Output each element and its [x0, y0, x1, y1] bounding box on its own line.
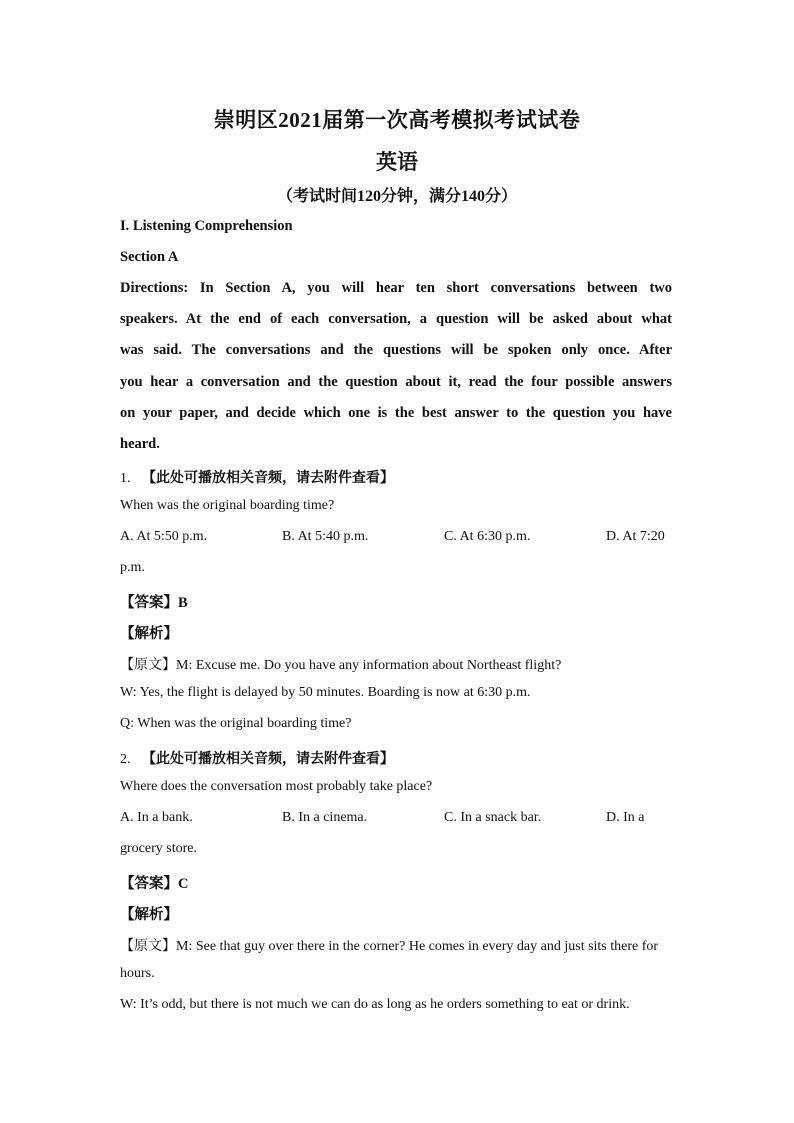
directions-line: was said. The conversations and the questions will be spoken only once. After: [120, 342, 672, 358]
option-a: A. At 5:50 p.m.: [120, 529, 208, 544]
audio-link[interactable]: 【此处可播放相关音频，请去附件查看】: [142, 752, 394, 767]
transcript-line: 【原文】M: See that guy over there in the corner? He comes in every day and just sits there for: [120, 939, 659, 954]
directions-line: you hear a conversation and the question about it, read the four possible answers: [120, 374, 672, 390]
option-d-wrap: grocery store.: [120, 841, 197, 856]
answer-label: 【答案】C: [120, 876, 189, 892]
subject-heading: 英语: [376, 150, 418, 174]
question-2-header: [120, 748, 394, 768]
page-title: 崇明区2021届第一次高考模拟考试试卷: [213, 108, 581, 132]
transcript-line: hours.: [120, 966, 155, 981]
directions-line: on your paper, and decide which one is the best answer to the question you have: [120, 405, 672, 421]
transcript-line: W: Yes, the flight is delayed by 50 minutes. Boarding is now at 6:30 p.m.: [120, 685, 531, 700]
option-b: B. At 5:40 p.m.: [282, 529, 369, 544]
option-d: D. At 7:20: [606, 529, 665, 544]
exam-time-note: （考试时间120分钟，满分140分）: [276, 188, 517, 205]
directions-line: Directions: In Section A, you will hear ten short conversations between two: [120, 280, 672, 296]
transcript-line: W: It’s odd, but there is not much we can do as long as he orders something to eat or drink.: [120, 997, 630, 1012]
option-b: B. In a cinema.: [282, 810, 368, 825]
option-a: A. In a bank.: [120, 810, 193, 825]
option-d-wrap: p.m.: [120, 560, 145, 575]
question-number: 2.: [120, 752, 131, 767]
audio-link[interactable]: 【此处可播放相关音频，请去附件查看】: [142, 471, 394, 486]
transcript-line: Q: When was the original boarding time?: [120, 716, 352, 731]
option-d: D. In a: [606, 810, 645, 825]
analysis-label: 【解析】: [120, 907, 178, 923]
question-number: 1.: [120, 471, 131, 486]
question-2-text: Where does the conversation most probably take place?: [120, 779, 433, 794]
option-c: C. At 6:30 p.m.: [444, 529, 531, 544]
analysis-label: 【解析】: [120, 626, 178, 642]
answer-label: 【答案】B: [120, 595, 188, 611]
question-1-header: [120, 467, 394, 487]
part-heading: I. Listening Comprehension: [120, 218, 293, 234]
section-heading: Section A: [120, 249, 179, 265]
option-c: C. In a snack bar.: [444, 810, 542, 825]
directions-line: heard.: [120, 436, 160, 452]
transcript-line: 【原文】M: Excuse me. Do you have any information about Northeast flight?: [120, 658, 562, 673]
directions-line: speakers. At the end of each conversation, a question will be asked about what: [120, 311, 672, 327]
question-1-text: When was the original boarding time?: [120, 498, 335, 513]
